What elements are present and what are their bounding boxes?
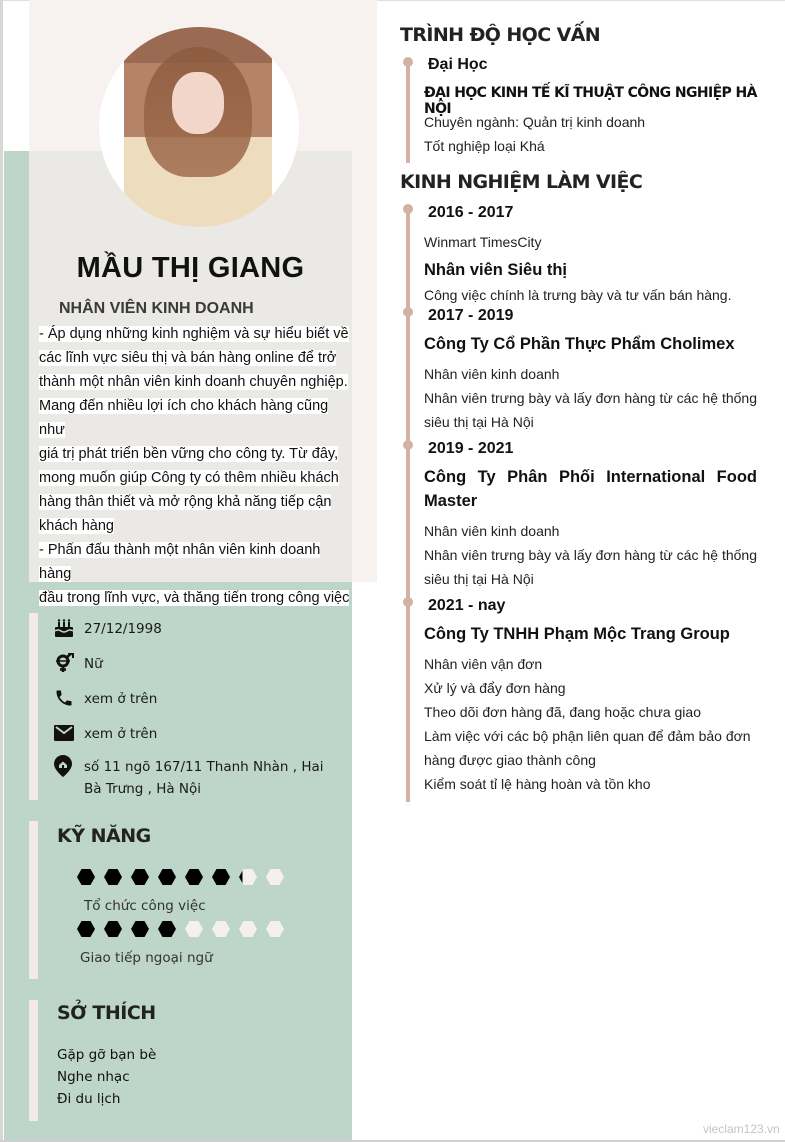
timeline-dot	[403, 307, 413, 317]
rating-hex-filled	[77, 921, 95, 937]
phone-row	[54, 688, 157, 710]
summary-line: - Áp dụng những kinh nghiệm và sự hiểu biết về	[39, 326, 349, 342]
birthday-row	[54, 618, 162, 640]
rating-hex-empty	[266, 921, 284, 937]
summary-line: các lĩnh vực siêu thị và bán hàng online để trở	[39, 350, 337, 366]
timeline-dot	[403, 597, 413, 607]
summary-line: mong muốn giúp Công ty có thêm nhiều khách	[39, 470, 339, 486]
job-period: 2019 - 2021	[428, 440, 514, 457]
rating-hex-filled	[104, 921, 122, 937]
summary-line: thành một nhân viên kinh doanh chuyên nghiệp.	[39, 374, 348, 390]
avatar	[99, 27, 299, 227]
skill-label: Giao tiếp ngoại ngữ	[80, 950, 213, 966]
contact-section	[29, 613, 352, 800]
career-summary	[39, 322, 351, 610]
job-position: Nhân viên kinh doanh	[424, 366, 560, 382]
gender-value: Nữ	[84, 656, 103, 672]
skill-rating-2	[77, 921, 284, 937]
rating-hex-filled	[185, 869, 203, 885]
timeline-dot	[403, 57, 413, 67]
skills-section	[29, 821, 352, 979]
summary-line: giá trị phát triển bền vững cho công ty. Từ đây,	[39, 446, 339, 462]
hobby-item: Nghe nhạc	[57, 1069, 130, 1085]
email-row	[54, 723, 157, 745]
summary-line: khách hàng	[39, 518, 114, 534]
hobby-item: Gặp gỡ bạn bè	[57, 1047, 157, 1063]
watermark: vieclam123.vn	[703, 1122, 780, 1136]
job-period: 2021 - nay	[428, 597, 506, 614]
education-timeline-line	[406, 60, 410, 163]
summary-line: Mang đến nhiều lợi ích cho khách hàng cũng như	[39, 398, 329, 438]
job-detail: Kiểm soát tỉ lệ hàng hoàn và tồn kho	[424, 776, 651, 792]
birthday-value: 27/12/1998	[84, 621, 162, 637]
job-position: Nhân viên Siêu thị	[424, 261, 568, 279]
cake-icon	[54, 618, 84, 638]
job-detail: Nhân viên trưng bày và lấy đơn hàng từ các hệ thống siêu thị tại Hà Nội	[424, 547, 757, 587]
job-period: 2016 - 2017	[428, 204, 514, 221]
job-company: Công Ty Cổ Phần Thực Phẩm Cholimex	[424, 335, 735, 353]
rating-hex-filled	[131, 921, 149, 937]
education-degree: Đại Học	[428, 56, 488, 73]
rating-hex-empty	[266, 869, 284, 885]
email-value: xem ở trên	[84, 726, 158, 742]
address-line-2: Bà Trưng , Hà Nội	[84, 781, 202, 797]
experience-timeline-line	[406, 207, 410, 802]
summary-line: - Phấn đấu thành một nhân viên kinh doanh hàng	[39, 542, 321, 582]
job-position: Nhân viên vận đơn	[424, 656, 543, 672]
section-accent-bar	[29, 613, 38, 800]
hobby-item: Đi du lịch	[57, 1091, 121, 1107]
map-pin-icon	[54, 756, 84, 776]
rating-hex-filled	[212, 869, 230, 885]
rating-hex-empty	[185, 921, 203, 937]
rating-hex-empty	[212, 921, 230, 937]
summary-line: đầu trong lĩnh vực, và thăng tiến trong công việc	[39, 590, 350, 606]
address-row	[54, 756, 324, 800]
gender-icon	[54, 653, 84, 673]
job-company: Công Ty Phân Phối International Food Master	[424, 468, 757, 510]
rating-hex-empty	[239, 921, 257, 937]
education-school: ĐẠI HỌC KINH TẾ KĨ THUẬT CÔNG NGHIỆP HÀ NỘI	[424, 85, 757, 117]
address-value	[84, 756, 324, 800]
skill-label: Tổ chức công việc	[84, 898, 206, 914]
phone-value: xem ở trên	[84, 691, 158, 707]
phone-icon	[54, 688, 84, 708]
timeline-dot	[403, 440, 413, 450]
job-detail: Làm việc với các bộ phận liên quan để đảm bảo đơn hàng được giao thành công	[424, 728, 751, 768]
address-line-1: số 11 ngõ 167/11 Thanh Nhàn , Hai	[84, 759, 324, 775]
skill-rating-1	[77, 869, 284, 885]
profile-photo	[124, 27, 272, 227]
hobbies-heading: SỞ THÍCH	[57, 1002, 156, 1024]
skills-heading: KỸ NĂNG	[57, 825, 151, 847]
rating-hex-partial	[239, 869, 257, 885]
job-position: Nhân viên kinh doanh	[424, 523, 560, 539]
rating-hex-filled	[158, 869, 176, 885]
timeline-dot	[403, 204, 413, 214]
section-accent-bar	[29, 1000, 38, 1121]
job-period: 2017 - 2019	[428, 307, 514, 324]
job-detail: Công việc chính là trưng bày và tư vấn bán hàng.	[424, 287, 732, 303]
rating-hex-filled	[77, 869, 95, 885]
rating-hex-filled	[158, 921, 176, 937]
experience-heading: KINH NGHIỆM LÀM VIỆC	[400, 171, 643, 193]
page-border-left	[0, 0, 3, 1142]
job-detail: Xử lý và đẩy đơn hàng	[424, 680, 566, 696]
candidate-name: MẦU THỊ GIANG	[76, 252, 305, 284]
job-company: Winmart TimesCity	[424, 234, 542, 250]
candidate-title: NHÂN VIÊN KINH DOANH	[59, 300, 254, 317]
education-heading: TRÌNH ĐỘ HỌC VẤN	[400, 24, 601, 46]
job-detail: Nhân viên trưng bày và lấy đơn hàng từ các hệ thống siêu thị tại Hà Nội	[424, 390, 757, 430]
job-company: Công Ty TNHH Phạm Mộc Trang Group	[424, 625, 730, 643]
gender-row	[54, 653, 103, 675]
education-grade: Tốt nghiệp loại Khá	[424, 138, 545, 154]
hobbies-section	[29, 1000, 352, 1121]
envelope-icon	[54, 723, 84, 743]
rating-hex-filled	[104, 869, 122, 885]
section-accent-bar	[29, 821, 38, 979]
education-major: Chuyên ngành: Quản trị kinh doanh	[424, 114, 646, 130]
summary-line: hàng thân thiết và mở rộng khả năng tiếp cận	[39, 494, 332, 510]
rating-hex-filled	[131, 869, 149, 885]
job-detail: Theo dõi đơn hàng đã, đang hoặc chưa giao	[424, 704, 701, 720]
